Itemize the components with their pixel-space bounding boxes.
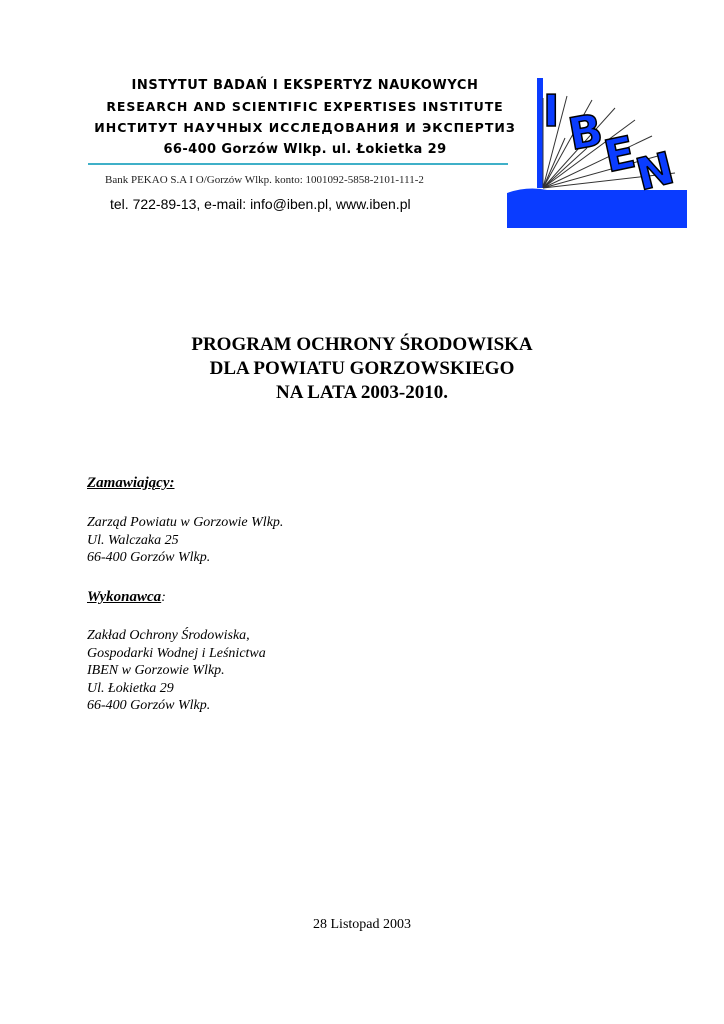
iben-logo [507, 78, 687, 228]
contractor-line: Ul. Łokietka 29 [87, 680, 174, 696]
institute-name-english: RESEARCH AND SCIENTIFIC EXPERTISES INSTITUTE [106, 99, 504, 114]
svg-text:E: E [599, 126, 640, 183]
svg-text:N: N [631, 142, 680, 202]
client-line: 66-400 Gorzów Wlkp. [87, 550, 211, 566]
svg-text:I: I [543, 86, 560, 137]
contact-info: tel. 722-89-13, e-mail: info@iben.pl, www.iben.pl [110, 196, 411, 212]
client-address [87, 514, 283, 567]
iben-logo-graphic [507, 78, 687, 228]
title-line-2: DLA POWIATU GORZOWSKIEGO [209, 358, 515, 379]
institute-name-russian: ИНСТИТУТ НАУЧНЫХ ИССЛЕДОВАНИЯ И ЭКСПЕРТИЗ [94, 120, 516, 135]
contractor-heading: Wykonawca [87, 589, 162, 605]
contractor-line: Gospodarki Wodnej i Leśnictwa [87, 645, 266, 661]
contractor-heading-colon: : [161, 590, 166, 605]
client-heading-block [87, 475, 174, 493]
institute-name-polish: INSTYTUT BADAŃ I EKSPERTYZ NAUKOWYCH [131, 78, 479, 93]
svg-text:B: B [564, 104, 607, 161]
title-line-3: NA LATA 2003-2010. [276, 382, 448, 403]
contractor-line: 66-400 Gorzów Wlkp. [87, 698, 211, 714]
document-date: 28 Listopad 2003 [313, 917, 411, 932]
document-title [0, 333, 724, 405]
client-heading: Zamawiający: [87, 475, 175, 491]
client-line: Ul. Walczaka 25 [87, 532, 179, 548]
bank-account: Bank PEKAO S.A I O/Gorzów Wlkp. konto: 1001092-5858-2101-111-2 [105, 174, 424, 186]
institute-address: 66-400 Gorzów Wlkp. ul. Łokietka 29 [163, 142, 447, 157]
letterhead [0, 0, 724, 240]
contractor-line: IBEN w Gorzowie Wlkp. [87, 663, 225, 679]
contractor-line: Zakład Ochrony Środowiska, [87, 628, 250, 643]
contractor-heading-block [87, 589, 166, 607]
letterhead-divider [88, 163, 508, 165]
title-line-1: PROGRAM OCHRONY ŚRODOWISKA [191, 334, 533, 355]
contractor-address [87, 627, 266, 715]
client-line: Zarząd Powiatu w Gorzowie Wlkp. [87, 515, 284, 530]
